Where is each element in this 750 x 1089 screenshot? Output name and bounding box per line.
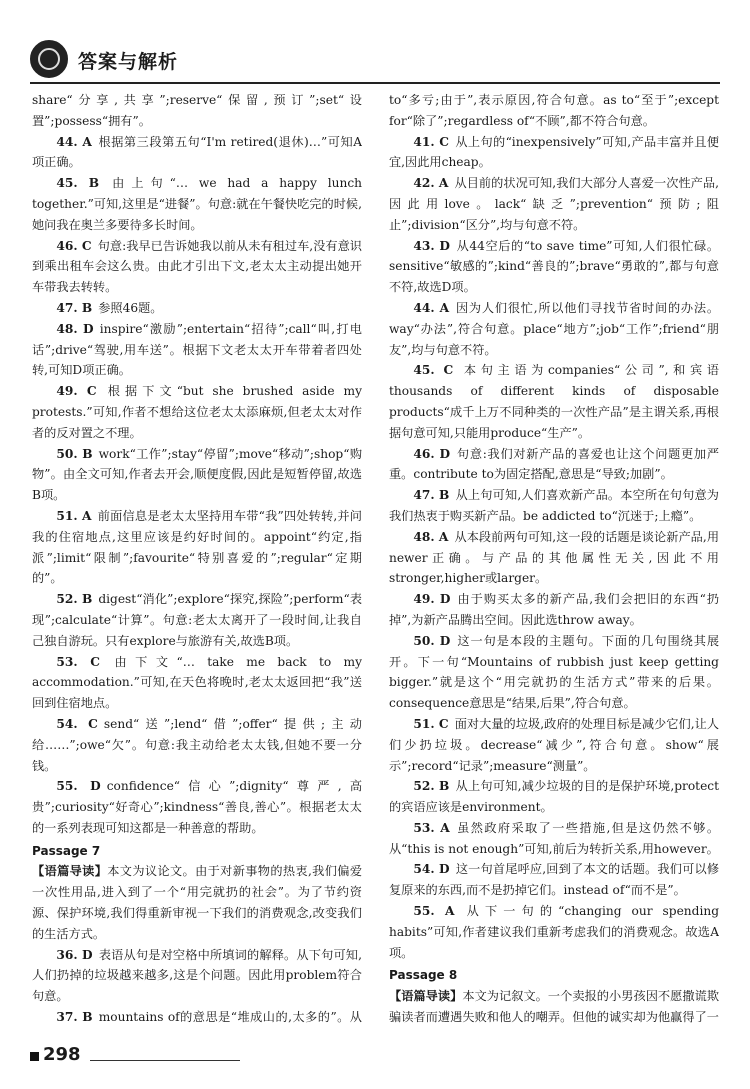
answer-number: 50. B [56, 446, 93, 461]
answer-item [32, 506, 362, 589]
answer-text: work“工作”;stay“停留”;move“移动”;shop“购物”。由全文可知,作者去开会,顺便度假,因此是短暂停留,故选B项。 [32, 446, 362, 503]
answer-item [389, 631, 719, 714]
passage-heading: Passage 8 [389, 968, 458, 983]
answer-number: 37. B [56, 1010, 93, 1025]
answer-item [389, 298, 719, 360]
answer-text: 由下文“… take me back to my accommodation.”可知,在天色将晚时,老太太返回把“我”送回到住宿地点。 [32, 654, 362, 711]
answer-item [32, 1007, 362, 1030]
answer-item [389, 527, 719, 589]
answer-item [389, 360, 719, 443]
answer-number: 44. A [413, 300, 450, 315]
answer-item [389, 485, 719, 527]
answer-text: send“送”;lend“借”;offer“提供;主动给……”;owe“欠”。句意:我主动给老太太钱,但她不要一分钱。 [32, 716, 362, 773]
answer-text: 从上句的“inexpensively”可知,产品丰富并且便宜,因此用cheap。 [389, 134, 719, 170]
answer-number: 53. A [413, 820, 450, 835]
answer-item [389, 776, 719, 818]
answer-text: 前面信息是老太太坚持用车带“我”四处转转,并问我的住宿地点,这里应该是约好时间的。appoint“约定,指派”;limit“限制”;favourite“特别喜爱的”;regular“定期的”。 [32, 508, 362, 586]
answer-number: 55. D [56, 779, 101, 794]
answer-text: 由于购买太多的新产品,我们会把旧的东西“扔掉”,为新产品腾出空间。因此选throw away。 [389, 592, 719, 627]
answer-text: 根据下文“but she brushed aside my protests.”可知,作者不想给这位老太太添麻烦,但老太太对作者的反对置之不理。 [32, 384, 362, 440]
answer-number: 46. C [56, 238, 92, 253]
answer-item [32, 236, 362, 298]
answer-text: 参照46题。 [98, 300, 163, 315]
answer-number: 54. D [413, 862, 450, 877]
answer-text: 由上句“… we had a happy lunch together.”可知,这里是“进餐”。句意:就在午餐快吃完的时候,她问我在奥兰多要待多长时间。 [32, 176, 362, 232]
answer-number: 52. B [56, 592, 93, 607]
answer-item [389, 859, 719, 901]
answer-item [32, 714, 362, 776]
answer-number: 50. D [413, 633, 451, 648]
answer-number: 49. C [56, 384, 97, 399]
reading-guide [32, 861, 362, 944]
answer-number: 36. D [56, 947, 93, 962]
answer-number: 45. C [413, 363, 454, 378]
answer-text: 表语从句是对空格中所填词的解释。从下句可知,人们扔掉的垃圾越来越多,这是个问题。因此用problem符合句意。 [32, 947, 362, 1004]
header-divider [30, 82, 720, 84]
reading-guide [389, 986, 719, 1030]
answer-item [32, 381, 362, 443]
answer-item [389, 132, 719, 174]
answer-text: to“多亏;由于”,表示原因,符合句意。as to“至于”;except for“除了”;regardless of“不顾”,都不符合句意。 [389, 93, 719, 128]
answer-text: 本句主语为companies“公司”,和宾语thousands of different kinds of disposable products“成千上万不同种类的一次性产品”是主谓关系,再根据句意可知,只能用produce“生产”。 [389, 363, 719, 440]
publisher-logo-icon [30, 40, 68, 78]
answer-continuation [32, 90, 362, 132]
answer-number: 45. B [56, 176, 100, 191]
answer-number: 53. C [56, 654, 100, 669]
answer-item [389, 173, 719, 235]
answer-item [32, 652, 362, 714]
answer-item [389, 818, 719, 860]
answer-number: 43. D [413, 238, 450, 253]
answer-text: 面对大量的垃圾,政府的处理目标是减少它们,让人们少扔垃圾。decrease“减少”,符合句意。show“展示”;record“记录”;measure“测量”。 [389, 716, 719, 773]
right-column [389, 90, 719, 1030]
answer-number: 42. A [413, 176, 449, 191]
answer-text: 从目前的状况可知,我们大部分人喜爱一次性产品,因此用love。lack“缺乏”;prevention“预防;阻止”;division“区分”,均与句意不符。 [389, 176, 719, 232]
left-column [32, 90, 362, 1030]
answer-text: 从本段前两句可知,这一段的话题是谈论新产品,用newer正确。与产品的其他属性无关,因此不用stronger,higher或larger。 [389, 529, 719, 586]
answer-continuation [389, 90, 719, 132]
answer-text: 从上句可知,人们喜欢新产品。本空所在句句意为我们热衷于购买新产品。be addicted to“沉迷于;上瘾”。 [389, 488, 719, 523]
guide-text: 本文为议论文。由于对新事物的热衷,我们偏爱一次性用品,进入到了一个“用完就扔的社会”。为了节约资源、保护环境,我们得重新审视一下我们的消费观念,改变我们的生活方式。 [32, 864, 362, 941]
passage-heading: Passage 7 [32, 843, 101, 858]
answer-item [32, 298, 362, 319]
answer-number: 52. B [413, 779, 450, 794]
guide-text: 本文为记叙文。一个卖报的小男孩因不愿撒谎欺骗读者而遭遇失败和他人的嘲弄。但他的诚实却为他赢得了一 [389, 989, 719, 1025]
answer-item [32, 319, 362, 381]
answer-item [32, 173, 362, 235]
answer-text: 根据第三段第五句“I'm retired(退休)…”可知A项正确。 [32, 134, 362, 170]
answer-number: 51. C [413, 716, 449, 731]
answer-text: 从44空后的“to save time”可知,人们很忙碌。sensitive“敏感的”;kind“善良的”;brave“勇敢的”,都与句意不符,故选D项。 [389, 238, 719, 295]
answer-number: 49. D [413, 592, 451, 607]
answer-text: 句意:我们对新产品的喜爱也让这个问题更加严重。contribute to为固定搭配,意思是“导致;加剧”。 [389, 446, 719, 482]
answer-number: 41. C [413, 134, 449, 149]
answer-text: 虽然政府采取了一些措施,但是这仍然不够。从“this is not enough”可知,前后为转折关系,用however。 [389, 820, 719, 856]
footer-square-icon [30, 1052, 39, 1061]
header-title: 答案与解析 [78, 51, 179, 73]
answer-item [32, 132, 362, 174]
answer-item [32, 776, 362, 838]
answer-item [32, 444, 362, 506]
answer-number: 54. C [56, 716, 98, 731]
answer-number: 47. B [413, 488, 450, 503]
answer-text: inspire“激励”;entertain“招待”;call“叫,打电话”;drive“驾驶,用车送”。根据下文老太太开车带着者四处转,可知D项正确。 [32, 321, 362, 378]
answer-number: 44. A [56, 134, 92, 149]
answer-number: 48. D [56, 321, 94, 336]
answer-item [389, 589, 719, 631]
answer-text: 这一句首尾呼应,回到了本文的话题。我们可以修复原来的东西,而不是扔掉它们。instead of“而不是”。 [389, 862, 719, 898]
footer-divider [90, 1060, 240, 1061]
answer-number: 47. B [56, 300, 93, 315]
page-header [0, 0, 750, 86]
answer-text: 从上句可知,减少垃圾的目的是保护环境,protect的宾语应该是environment。 [389, 779, 719, 815]
answer-number: 46. D [413, 446, 451, 461]
answer-item [389, 901, 719, 963]
answer-text: share“分享,共享”;reserve“保留,预订”;set“设置”;possess“拥有”。 [32, 93, 362, 128]
answer-number: 55. A [413, 904, 455, 919]
answer-text: 从下一句的“changing our spending habits”可知,作者建议我们重新考虑我们的消费观念。故选A项。 [389, 904, 719, 960]
answer-item [32, 945, 362, 1007]
answer-text: digest“消化”;explore“探究,探险”;perform“表现”;calculate“计算”。句意:老太太离开了一段时间,让我自己独自游玩。只有explore与旅游有关,故选B项。 [32, 592, 362, 648]
answer-text: mountains of的意思是“堆成山的,太多的”。从 [98, 1010, 362, 1025]
page-number: 298 [43, 1044, 81, 1065]
answer-text: 这一句是本段的主题句。下面的几句围绕其展开。下一句“Mountains of rubbish just keep getting bigger.”就是这个“用完就扔的生活方式”带来的后果。consequence意思是“结果,后果”,符合句意。 [389, 633, 719, 711]
answer-number: 51. A [56, 508, 92, 523]
answer-text: 因为人们很忙,所以他们寻找节省时间的办法。way“办法”,符合句意。place“地方”;job“工作”;friend“朋友”,均与句意不符。 [389, 300, 719, 357]
answer-number: 48. A [413, 529, 449, 544]
answer-item [389, 714, 719, 776]
guide-tag: 【语篇导读】 [32, 864, 108, 879]
answer-item [389, 236, 719, 298]
answer-text: confidence“信心”;dignity“尊严,高贵”;curiosity“好奇心”;kindness“善良,善心”。根据老太太的一系列表现可知这都是一种善意的帮助。 [32, 779, 362, 835]
page-footer [30, 1044, 330, 1074]
answer-item [389, 444, 719, 486]
answer-text: 句意:我早已告诉她我以前从未有租过车,没有意识到乘出租车会这么贵。由此才引出下文,老太太主动提出她开车带我去转转。 [32, 238, 362, 295]
guide-tag: 【语篇导读】 [389, 989, 463, 1004]
answer-item [32, 589, 362, 651]
